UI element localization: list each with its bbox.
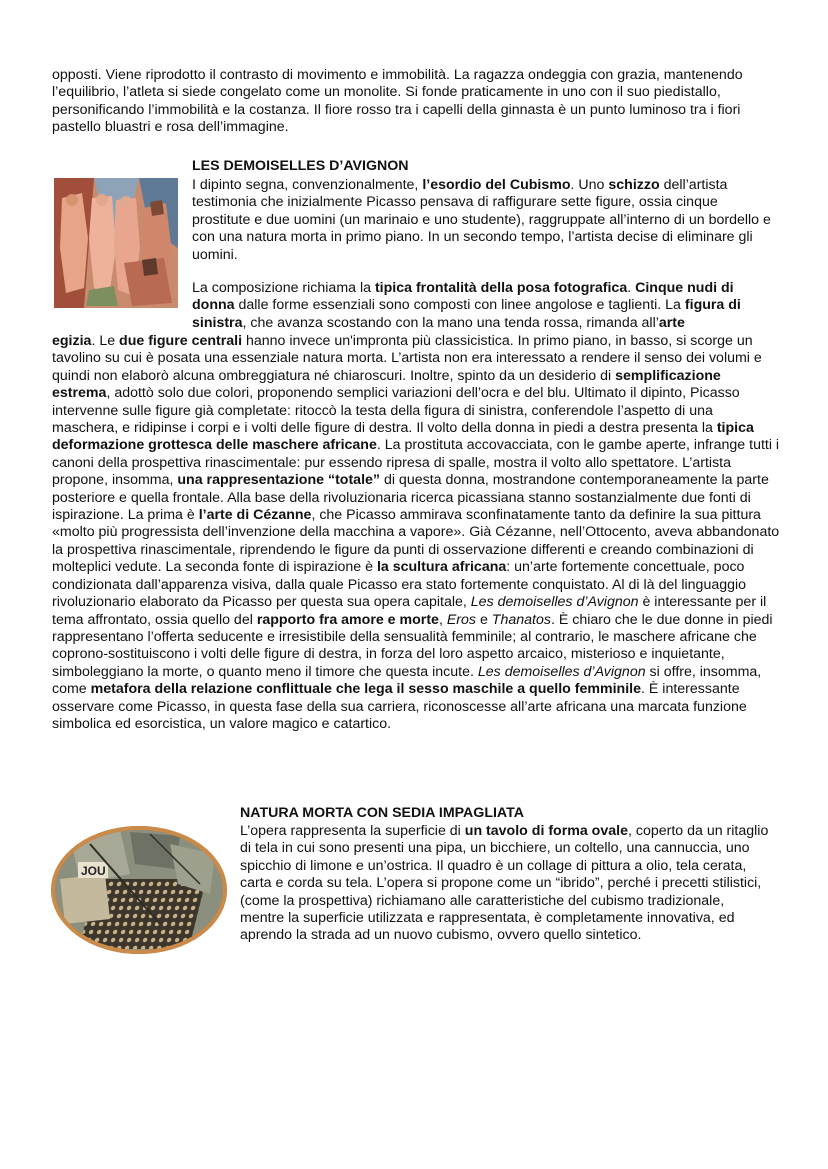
text-span: : un’arte fortemente concettuale, poco condizionata dall’apparenza visiva, dalla quale Picasso era stato fortemente conquistato. Al di là del linguaggio rivoluzionario elaborato da Picasso per questa sua opera capitale, <box>52 559 747 611</box>
bold-span: metafora della relazione conflittuale che lega il sesso maschile a quello femminile <box>90 681 641 698</box>
demoiselles-paragraph-1 <box>192 177 780 264</box>
bold-span: tipica frontalità della posa fotografica <box>374 280 628 296</box>
bold-span: l’esordio del Cubismo <box>422 177 571 193</box>
text-span: , adottò solo due colori, proponendo semplici variazioni dell’ocra e del blu. Ultimato il dipinto, Picasso intervenne sulle figure già completate: ritoccò la testa della figura di sinistra, conferendole l’aspetto di una maschera, e ridipinse i corpi e i volti delle figure di destra. Il volto della donna in piedi a destra presenta la <box>52 385 740 437</box>
bold-span: due figure centrali <box>119 333 243 349</box>
demoiselles-painting-image <box>54 178 178 308</box>
text-span: , coperto da un ritaglio di tela in cui sono presenti una pipa, un bicchiere, un coltello, una cannuccia, uno spicchio di limone e un’ostrica. Il quadro è un collage di pittura a olio, tela cerata, carta e corda su tela. L’opera si propone come un “ibrido”, perché i precetti stilistici, (come la prospettiva) richiamano alle caratteristiche del cubismo tradizionale, mentre la superficie utilizzata e rappresentata, è completamente innovativa, ed aprendo la strada ad un nuovo cubismo, ovvero quello sintetico. <box>240 823 769 944</box>
text-span: . La prostituta accovacciata, con le gambe aperte, infrange tutti i canoni della prospettiva rinascimentale: pur essendo ripresa di spalle, mostra il volto allo spettatore. L’artista propone, insomma, <box>52 437 780 489</box>
text-span: I dipinto segna, convenzionalmente, <box>192 177 423 193</box>
text-span: . È chiaro che le due donne in piedi rappresentano l’offerta seducente e irresistibile della sensualità femminile; al contrario, le maschere africane che coprono-sostituiscono i volti delle figure di destra, in forza del loro aspetto arcaico, misterioso e inquietante, simboleggiano la morte, o quanto meno il timore che questa incute. <box>52 611 773 680</box>
bold-span: schizzo <box>608 177 660 193</box>
intro-paragraph: opposti. Viene riprodotto il contrasto di movimento e immobilità. La ragazza ondeggia con grazia, mantenendo l’equilibrio, l’atleta si siede congelato come un monolite. Si fonde praticamente in uno con il suo piedistallo, personificando l’immobilità e la costanza. Il fiore rosso tra i capelli della ginnasta è un punto luminoso tra i fiori pastello bluastri e rosa dell’immagine. <box>52 67 743 136</box>
text-span: , che avanza scostando con la mano una tenda rossa, rimanda all’ <box>242 314 659 331</box>
demoiselles-paragraph-2-lead <box>192 280 780 332</box>
text-span: L’opera rappresenta la superficie di <box>240 823 465 839</box>
jou-lettering: JOU <box>81 864 106 878</box>
italic-span: Thanatos <box>491 611 551 628</box>
text-span: si offre, insomma, come <box>52 663 762 698</box>
bold-span: una rappresentazione “totale” <box>177 472 380 489</box>
text-span: dalle forme essenziali sono composti con linee angolose e taglienti. La <box>234 297 685 314</box>
italic-span: Eros <box>446 611 476 628</box>
text-span: hanno invece un'impronta più classicistica. In primo piano, in basso, si scorge un tavolino su cui è posata una essenziale natura morta. L’artista non era interessato a rendere il senso dei volumi e quindi non elaborò alcuna ombreggiatura né chiaroscuri. Inoltre, spinto da un desiderio di <box>52 333 762 384</box>
text-span: . <box>627 280 636 296</box>
bold-span: la scultura africana <box>376 559 507 576</box>
bold-span: arte <box>658 314 685 331</box>
demoiselles-title: LES DEMOISELLES D’AVIGNON <box>192 158 409 174</box>
bold-span: l’arte di Cézanne <box>198 507 312 524</box>
italic-span: Les demoiselles d’Avignon <box>470 594 639 611</box>
text-span: , <box>438 611 447 628</box>
italic-span: Les demoiselles d’Avignon <box>477 663 646 680</box>
natura-morta-title: NATURA MORTA CON SEDIA IMPAGLIATA <box>240 805 524 821</box>
bold-span: tipica deformazione grottesca delle maschere africane <box>52 420 754 454</box>
bold-span: Cinque nudi di donna <box>192 280 734 314</box>
text-span: . Le <box>91 333 120 349</box>
text-span: di questa donna, mostrandone contemporaneamente la parte posteriore e quella frontale. Alla base della rivoluzionaria ricerca picassiana stanno sostanzialmente due fonti di ispirazione. La prima è <box>52 472 769 524</box>
bold-span: rapporto fra amore e morte <box>256 611 439 628</box>
text-span: dell’artista testimonia che inizialmente Picasso pensava di raffigurare sette figure, ossia cinque prostitute e due uomini (un marinaio e uno studente), raggruppate all’interno di un bordello e con una natura morta in primo piano. In un secondo tempo, l’artista decise di eliminare gli uomini. <box>192 177 771 263</box>
natura-morta-paragraph <box>240 823 770 945</box>
bold-span: figura di sinistra <box>192 297 741 331</box>
natura-morta-painting-image <box>50 824 228 956</box>
text-span: . Uno <box>570 177 609 193</box>
text-span: è interessante per il tema affrontato, ossia quello del <box>52 594 767 628</box>
text-span: e <box>476 611 492 628</box>
text-span: . È interessante osservare come Picasso, in questa fase della sua carriera, riconoscesse all’arte africana una marcata funzione simbolica ed esorcistica, un valore magico e catartico. <box>52 681 747 732</box>
text-span: , che Picasso ammirava sconfinatamente tanto da definire la sua pittura «molto più progressista dell’invenzione della macchina a vapore». Già Cézanne, nell’Ottocento, aveva abbandonato la prospettiva rinascimentale, riprendendo le figure da punti di osservazione differenti e creando combinazioni di molteplici vedute. La seconda fonte di ispirazione è <box>52 507 780 576</box>
bold-span: semplificazione estrema <box>52 367 721 402</box>
demoiselles-paragraph-2-body <box>52 333 782 733</box>
bold-span: un tavolo di forma ovale <box>464 823 628 839</box>
text-span: La composizione richiama la <box>192 280 375 296</box>
bold-span: egizia <box>52 333 92 349</box>
